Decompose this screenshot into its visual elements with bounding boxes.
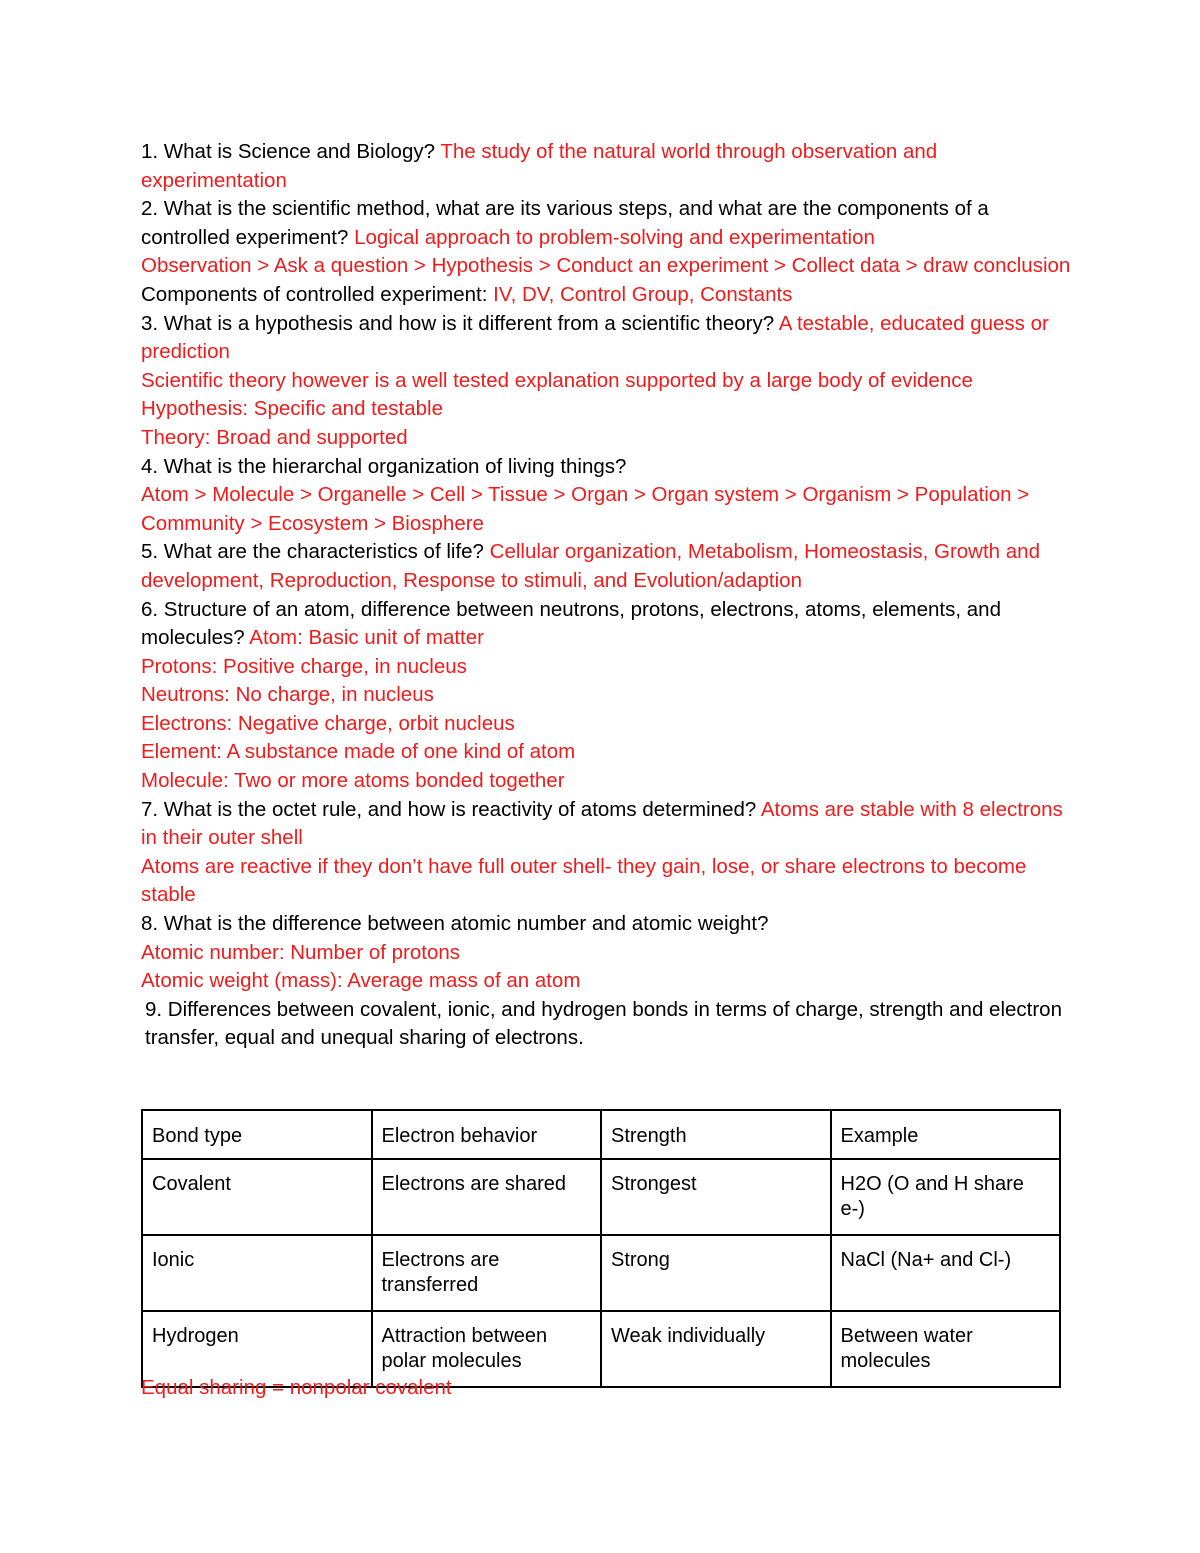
table-cell: H2O (O and H share e-)	[831, 1159, 1061, 1235]
molecule-answer: Molecule: Two or more atoms bonded together	[141, 769, 565, 793]
question-3-text: 3. What is a hypothesis and how is it different from a scientific theory?	[141, 311, 779, 335]
question-6-text: 6. Structure of an atom, difference between neutrons, protons, electrons, atoms, elements, and molecules?	[141, 597, 1001, 650]
table-cell: Between water molecules	[831, 1311, 1061, 1387]
table-header-cell: Electron behavior	[372, 1110, 602, 1159]
theory-answer: Theory: Broad and supported	[141, 425, 408, 449]
question-5-answer: Cellular organization, Metabolism, Homeostasis, Growth and development, Reproduction, Response to stimuli, and Evolution/adaption	[141, 540, 1040, 592]
protons-answer: Protons: Positive charge, in nucleus	[141, 654, 467, 678]
question-6-answer: Atom: Basic unit of matter	[249, 626, 484, 650]
study-guide-body	[141, 138, 1071, 1053]
table-header-cell: Example	[831, 1110, 1061, 1159]
table-cell: Electrons are shared	[372, 1159, 602, 1235]
reactivity-answer: Atoms are reactive if they don’t have full outer shell- they gain, lose, or share electrons to become stable	[141, 854, 1027, 907]
electrons-answer: Electrons: Negative charge, orbit nucleus	[141, 711, 515, 735]
atomic-weight-answer: Atomic weight (mass): Average mass of an atom	[141, 969, 581, 993]
question-5	[141, 538, 1071, 595]
controlled-experiment-components	[141, 281, 1071, 310]
question-5-text: 5. What are the characteristics of life?	[141, 540, 490, 564]
bond-comparison-table	[141, 1109, 1061, 1388]
question-7-text: 7. What is the octet rule, and how is reactivity of atoms determined?	[141, 797, 761, 821]
question-4-answer: Atom > Molecule > Organelle > Cell > Tissue > Organ > Organ system > Organism > Population > Community > Ecosystem > Biosphere	[141, 483, 1030, 535]
components-answer: IV, DV, Control Group, Constants	[493, 282, 793, 306]
question-7-answer: Atoms are stable with 8 electrons in their outer shell	[141, 797, 1063, 850]
question-4-text: 4. What is the hierarchal organization of living things?	[141, 454, 627, 478]
question-2-text: 2. What is the scientific method, what are its various steps, and what are the components of a controlled experiment?	[141, 197, 989, 249]
question-1-answer: The study of the natural world through observation and experimentation	[141, 140, 938, 192]
table-cell: Electrons are transferred	[372, 1235, 602, 1311]
question-3	[141, 310, 1071, 367]
question-7	[141, 796, 1071, 853]
equal-sharing-note: Equal sharing = nonpolar covalent	[141, 1376, 452, 1399]
question-1-text: 1. What is Science and Biology?	[141, 140, 441, 163]
table-header-row	[142, 1110, 1060, 1159]
table-cell: Weak individually	[601, 1311, 831, 1387]
table-cell: NaCl (Na+ and Cl-)	[831, 1235, 1061, 1311]
question-6	[141, 596, 1071, 653]
question-3-answer: A testable, educated guess or prediction	[141, 311, 1049, 364]
atomic-number-answer: Atomic number: Number of protons	[141, 940, 461, 964]
table-cell: Hydrogen	[142, 1311, 372, 1387]
table-cell: Strongest	[601, 1159, 831, 1235]
question-2	[141, 195, 1071, 252]
table-cell: Strong	[601, 1235, 831, 1311]
table-row	[142, 1235, 1060, 1311]
question-9-text: 9. Differences between covalent, ionic, and hydrogen bonds in terms of charge, strength and electron transfer, equal and unequal sharing of electrons.	[145, 997, 1062, 1050]
hypothesis-answer: Hypothesis: Specific and testable	[141, 397, 443, 421]
table-header-cell: Strength	[601, 1110, 831, 1159]
scientific-theory-answer: Scientific theory however is a well tested explanation supported by a large body of evidence	[141, 368, 973, 392]
scientific-method-steps: Observation > Ask a question > Hypothesis > Conduct an experiment > Collect data > draw conclusion	[141, 254, 1071, 278]
table-cell: Attraction between polar molecules	[372, 1311, 602, 1387]
table-cell: Covalent	[142, 1159, 372, 1235]
table-cell: Ionic	[142, 1235, 372, 1311]
neutrons-answer: Neutrons: No charge, in nucleus	[141, 683, 434, 707]
table-header-cell: Bond type	[142, 1110, 372, 1159]
question-1	[141, 138, 1071, 195]
table-row	[142, 1159, 1060, 1235]
element-answer: Element: A substance made of one kind of atom	[141, 740, 576, 764]
components-label: Components of controlled experiment:	[141, 282, 494, 306]
question-2-answer: Logical approach to problem-solving and experimentation	[354, 225, 875, 249]
question-8-text: 8. What is the difference between atomic number and atomic weight?	[141, 912, 769, 936]
